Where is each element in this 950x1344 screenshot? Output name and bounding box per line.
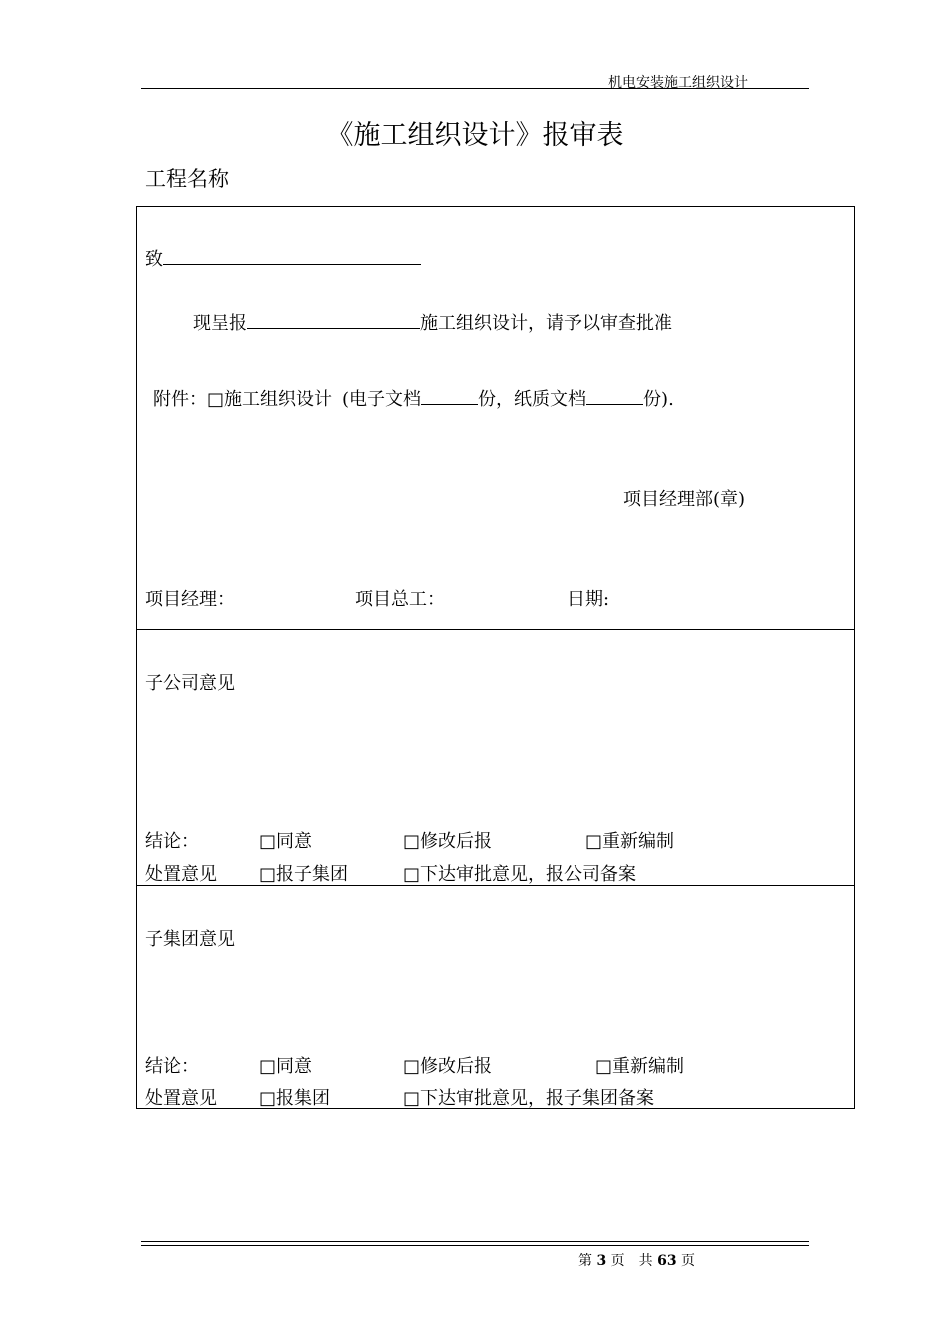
attachment-prefix: 附件： [153, 389, 207, 410]
option-report[interactable]: □报集团 [259, 1088, 331, 1109]
footer-rule-top [141, 1241, 809, 1242]
submission-line [193, 309, 672, 335]
current-page: 3 [596, 1253, 607, 1269]
electronic-copies-blank[interactable] [421, 386, 478, 405]
attachment-item: 施工组织设计 [224, 389, 333, 410]
date-label: 日期: [567, 589, 610, 610]
option-revise[interactable]: □修改后报 [403, 1056, 493, 1077]
checkbox-icon[interactable]: □ [259, 1056, 277, 1077]
checkbox-icon[interactable]: □ [259, 1088, 277, 1109]
checkbox-icon[interactable]: □ [585, 831, 603, 852]
attachment-detail: (电子文档 [342, 389, 422, 410]
running-header: 机电安装施工组织设计 [608, 75, 748, 91]
option-agree[interactable]: □同意 [259, 831, 313, 852]
paper-copies-blank[interactable] [586, 386, 643, 405]
subsidiary-opinion-heading: 子公司意见 [145, 673, 235, 694]
checkbox-icon[interactable]: □ [595, 1056, 613, 1077]
page-number: 第 3 页 共 63 页 [578, 1253, 696, 1269]
submission-blank[interactable] [247, 310, 420, 329]
option-redo[interactable]: □重新编制 [585, 831, 675, 852]
unit-1: 份，纸质文档 [478, 389, 587, 410]
approval-form-table [136, 206, 855, 1109]
unit-2: 份). [643, 389, 674, 410]
option-revise[interactable]: □修改后报 [403, 831, 493, 852]
group-opinion-heading: 子集团意见 [145, 929, 235, 950]
project-name-label: 工程名称 [145, 167, 229, 191]
option-report[interactable]: □报子集团 [259, 864, 349, 885]
addressee-line [145, 245, 421, 271]
addressee-blank[interactable] [163, 246, 421, 265]
footer-rule-bottom [141, 1245, 809, 1246]
page-title: 《施工组织设计》报审表 [326, 120, 624, 151]
checkbox-icon[interactable]: □ [403, 1056, 421, 1077]
stamp-label: 项目经理部(章) [623, 489, 746, 510]
option-issue[interactable]: □下达审批意见，报公司备案 [403, 864, 637, 885]
disposal-label: 处置意见 [145, 1088, 217, 1109]
checkbox-icon[interactable]: □ [403, 864, 421, 885]
option-agree[interactable]: □同意 [259, 1056, 313, 1077]
attachment-checkbox[interactable]: □ [207, 389, 225, 410]
conclusion-label: 结论： [145, 1056, 199, 1077]
checkbox-icon[interactable]: □ [259, 831, 277, 852]
submit-suffix: 施工组织设计，请予以审查批准 [420, 313, 672, 334]
checkbox-icon[interactable]: □ [403, 1088, 421, 1109]
section-divider-1 [136, 629, 855, 630]
attachment-line [153, 385, 674, 411]
option-redo[interactable]: □重新编制 [595, 1056, 685, 1077]
checkbox-icon[interactable]: □ [403, 831, 421, 852]
to-label: 致 [145, 249, 163, 270]
option-issue[interactable]: □下达审批意见，报子集团备案 [403, 1088, 655, 1109]
total-pages: 63 [657, 1253, 677, 1269]
disposal-label: 处置意见 [145, 864, 217, 885]
chief-engineer-label: 项目总工： [355, 589, 445, 610]
conclusion-label: 结论： [145, 831, 199, 852]
header-rule [141, 88, 809, 89]
checkbox-icon[interactable]: □ [259, 864, 277, 885]
manager-label: 项目经理： [145, 589, 235, 610]
submit-prefix: 现呈报 [193, 313, 247, 334]
